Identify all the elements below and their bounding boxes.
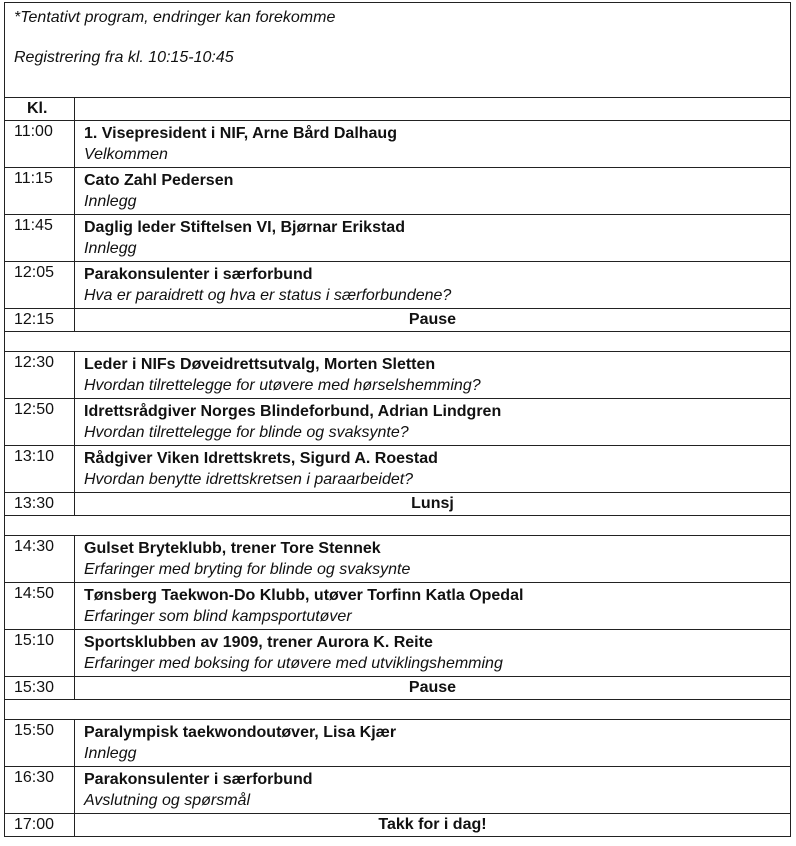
- agenda-row: [5, 121, 791, 168]
- time-cell: 12:30: [5, 352, 75, 399]
- program-table: [4, 2, 791, 837]
- notes-cell: [5, 3, 791, 98]
- speaker-title: Leder i NIFs Døveidrettsutvalg, Morten Sletten: [84, 356, 436, 373]
- session-description: Innlegg: [84, 193, 137, 210]
- break-row: [5, 309, 791, 332]
- time-cell: 15:30: [5, 677, 75, 700]
- session-description: Avslutning og spørsmål: [84, 792, 250, 809]
- session-cell: [75, 121, 791, 168]
- spacer-row: [5, 700, 791, 720]
- speaker-title: Paralympisk taekwondoutøver, Lisa Kjær: [84, 724, 397, 741]
- agenda-row: [5, 168, 791, 215]
- session-cell: [75, 399, 791, 446]
- speaker-title: Idrettsrådgiver Norges Blindeforbund, Adrian Lindgren: [84, 403, 502, 420]
- session-description: Velkommen: [84, 146, 168, 163]
- break-label: Takk for i dag!: [75, 814, 791, 837]
- session-description: Innlegg: [84, 745, 137, 762]
- spacer-row: [5, 332, 791, 352]
- break-label: Lunsj: [75, 493, 791, 516]
- session-description: Erfaringer som blind kampsportutøver: [84, 608, 352, 625]
- session-cell: [75, 352, 791, 399]
- time-cell: 12:05: [5, 262, 75, 309]
- break-row: [5, 677, 791, 700]
- time-cell: 14:30: [5, 536, 75, 583]
- time-cell: 17:00: [5, 814, 75, 837]
- agenda-row: [5, 446, 791, 493]
- speaker-title: Gulset Bryteklubb, trener Tore Stennek: [84, 540, 381, 557]
- registration-note: Registrering fra kl. 10:15-10:45: [14, 49, 234, 66]
- speaker-title: Cato Zahl Pedersen: [84, 172, 234, 189]
- tentative-note: *Tentativt program, endringer kan forekomme: [14, 9, 336, 26]
- speaker-title: Tønsberg Taekwon-Do Klubb, utøver Torfinn Katla Opedal: [84, 587, 524, 604]
- session-cell: [75, 583, 791, 630]
- time-cell: 11:45: [5, 215, 75, 262]
- time-cell: 16:30: [5, 767, 75, 814]
- speaker-title: Rådgiver Viken Idrettskrets, Sigurd A. Roestad: [84, 450, 438, 467]
- session-description: Hvordan benytte idrettskretsen i paraarbeidet?: [84, 471, 414, 488]
- session-description: Innlegg: [84, 240, 137, 257]
- agenda-row: [5, 536, 791, 583]
- time-column-header: Kl.: [5, 98, 75, 121]
- time-cell: 15:10: [5, 630, 75, 677]
- agenda-row: [5, 352, 791, 399]
- break-row: [5, 493, 791, 516]
- session-description: Erfaringer med bryting for blinde og svaksynte: [84, 561, 411, 578]
- break-label: Pause: [75, 309, 791, 332]
- time-cell: 15:50: [5, 720, 75, 767]
- spacer-cell: [5, 700, 791, 720]
- agenda-row: [5, 262, 791, 309]
- time-cell: 13:30: [5, 493, 75, 516]
- time-cell: 11:15: [5, 168, 75, 215]
- notes-row: [5, 3, 791, 98]
- header-row: [5, 98, 791, 121]
- agenda-row: [5, 720, 791, 767]
- session-description: Hva er paraidrett og hva er status i særforbundene?: [84, 287, 452, 304]
- session-cell: [75, 630, 791, 677]
- agenda-row: [5, 630, 791, 677]
- spacer-cell: [5, 332, 791, 352]
- speaker-title: Sportsklubben av 1909, trener Aurora K. Reite: [84, 634, 433, 651]
- time-cell: 14:50: [5, 583, 75, 630]
- agenda-row: [5, 215, 791, 262]
- program-document: [4, 2, 791, 837]
- session-description: Hvordan tilrettelegge for blinde og svaksynte?: [84, 424, 409, 441]
- session-description: Erfaringer med boksing for utøvere med utviklingshemming: [84, 655, 503, 672]
- speaker-title: Parakonsulenter i særforbund: [84, 266, 313, 283]
- break-label: Pause: [75, 677, 791, 700]
- session-description: Hvordan tilrettelegge for utøvere med hørselshemming?: [84, 377, 481, 394]
- agenda-row: [5, 583, 791, 630]
- time-cell: 11:00: [5, 121, 75, 168]
- session-cell: [75, 446, 791, 493]
- time-cell: 13:10: [5, 446, 75, 493]
- session-cell: [75, 767, 791, 814]
- session-cell: [75, 215, 791, 262]
- blank-header-cell: [75, 98, 791, 121]
- speaker-title: 1. Visepresident i NIF, Arne Bård Dalhaug: [84, 125, 397, 142]
- speaker-title: Parakonsulenter i særforbund: [84, 771, 313, 788]
- session-cell: [75, 168, 791, 215]
- session-cell: [75, 536, 791, 583]
- session-cell: [75, 262, 791, 309]
- spacer-cell: [5, 516, 791, 536]
- session-cell: [75, 720, 791, 767]
- agenda-row: [5, 767, 791, 814]
- spacer-row: [5, 516, 791, 536]
- agenda-row: [5, 399, 791, 446]
- break-row: [5, 814, 791, 837]
- time-cell: 12:15: [5, 309, 75, 332]
- time-cell: 12:50: [5, 399, 75, 446]
- speaker-title: Daglig leder Stiftelsen VI, Bjørnar Erikstad: [84, 219, 405, 236]
